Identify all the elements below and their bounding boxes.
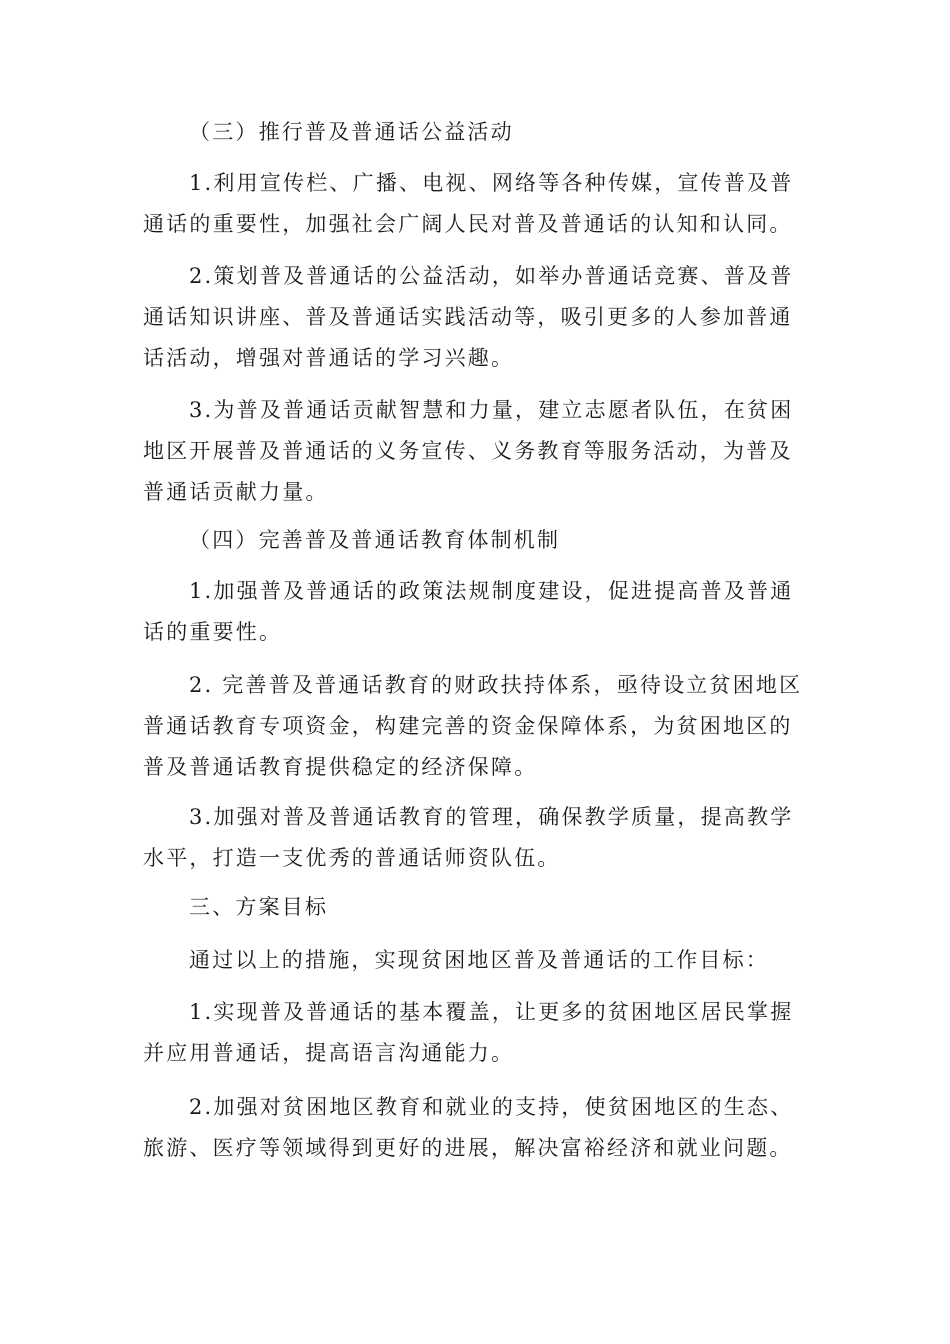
paragraph-8: 1.实现普及普通话的基本覆盖，让更多的贫困地区居民掌握并应用普通话，提高语言沟通能力。 <box>143 1000 794 1065</box>
section-heading-3: （三）推行普及普通话公益活动 <box>189 120 514 144</box>
paragraph-4: 1.加强普及普通话的政策法规制度建设，促进提高普及普通话的重要性。 <box>143 579 794 644</box>
paragraph-5: 2. 完善普及普通话教育的财政扶持体系，亟待设立贫困地区普通话教育专项资金，构建完善的资金保障体系，为贫困地区的普及普通话教育提供稳定的经济保障。 <box>143 673 803 779</box>
paragraph-2: 2.策划普及普通话的公益活动，如举办普通话竞赛、普及普通话知识讲座、普及普通话实践活动等，吸引更多的人参加普通话活动，增强对普通话的学习兴趣。 <box>143 264 794 370</box>
section-heading-4: （四）完善普及普通话教育体制机制 <box>189 528 561 552</box>
paragraph-3: 3.为普及普通话贡献智慧和力量，建立志愿者队伍，在贫困地区开展普及普通话的义务宣传、义务教育等服务活动，为普及普通话贡献力量。 <box>143 398 794 504</box>
section-heading-goals: 三、方案目标 <box>189 895 329 919</box>
paragraph-7: 通过以上的措施，实现贫困地区普及普通话的工作目标： <box>189 948 769 972</box>
paragraph-1: 1.利用宣传栏、广播、电视、网络等各种传媒，宣传普及普通话的重要性，加强社会广阔人民对普及普通话的认知和认同。 <box>143 171 794 236</box>
paragraph-9: 2.加强对贫困地区教育和就业的支持，使贫困地区的生态、旅游、医疗等领域得到更好的进展，解决富裕经济和就业问题。 <box>143 1095 794 1160</box>
paragraph-6: 3.加强对普及普通话教育的管理，确保教学质量，提高教学水平，打造一支优秀的普通话师资队伍。 <box>143 805 794 870</box>
